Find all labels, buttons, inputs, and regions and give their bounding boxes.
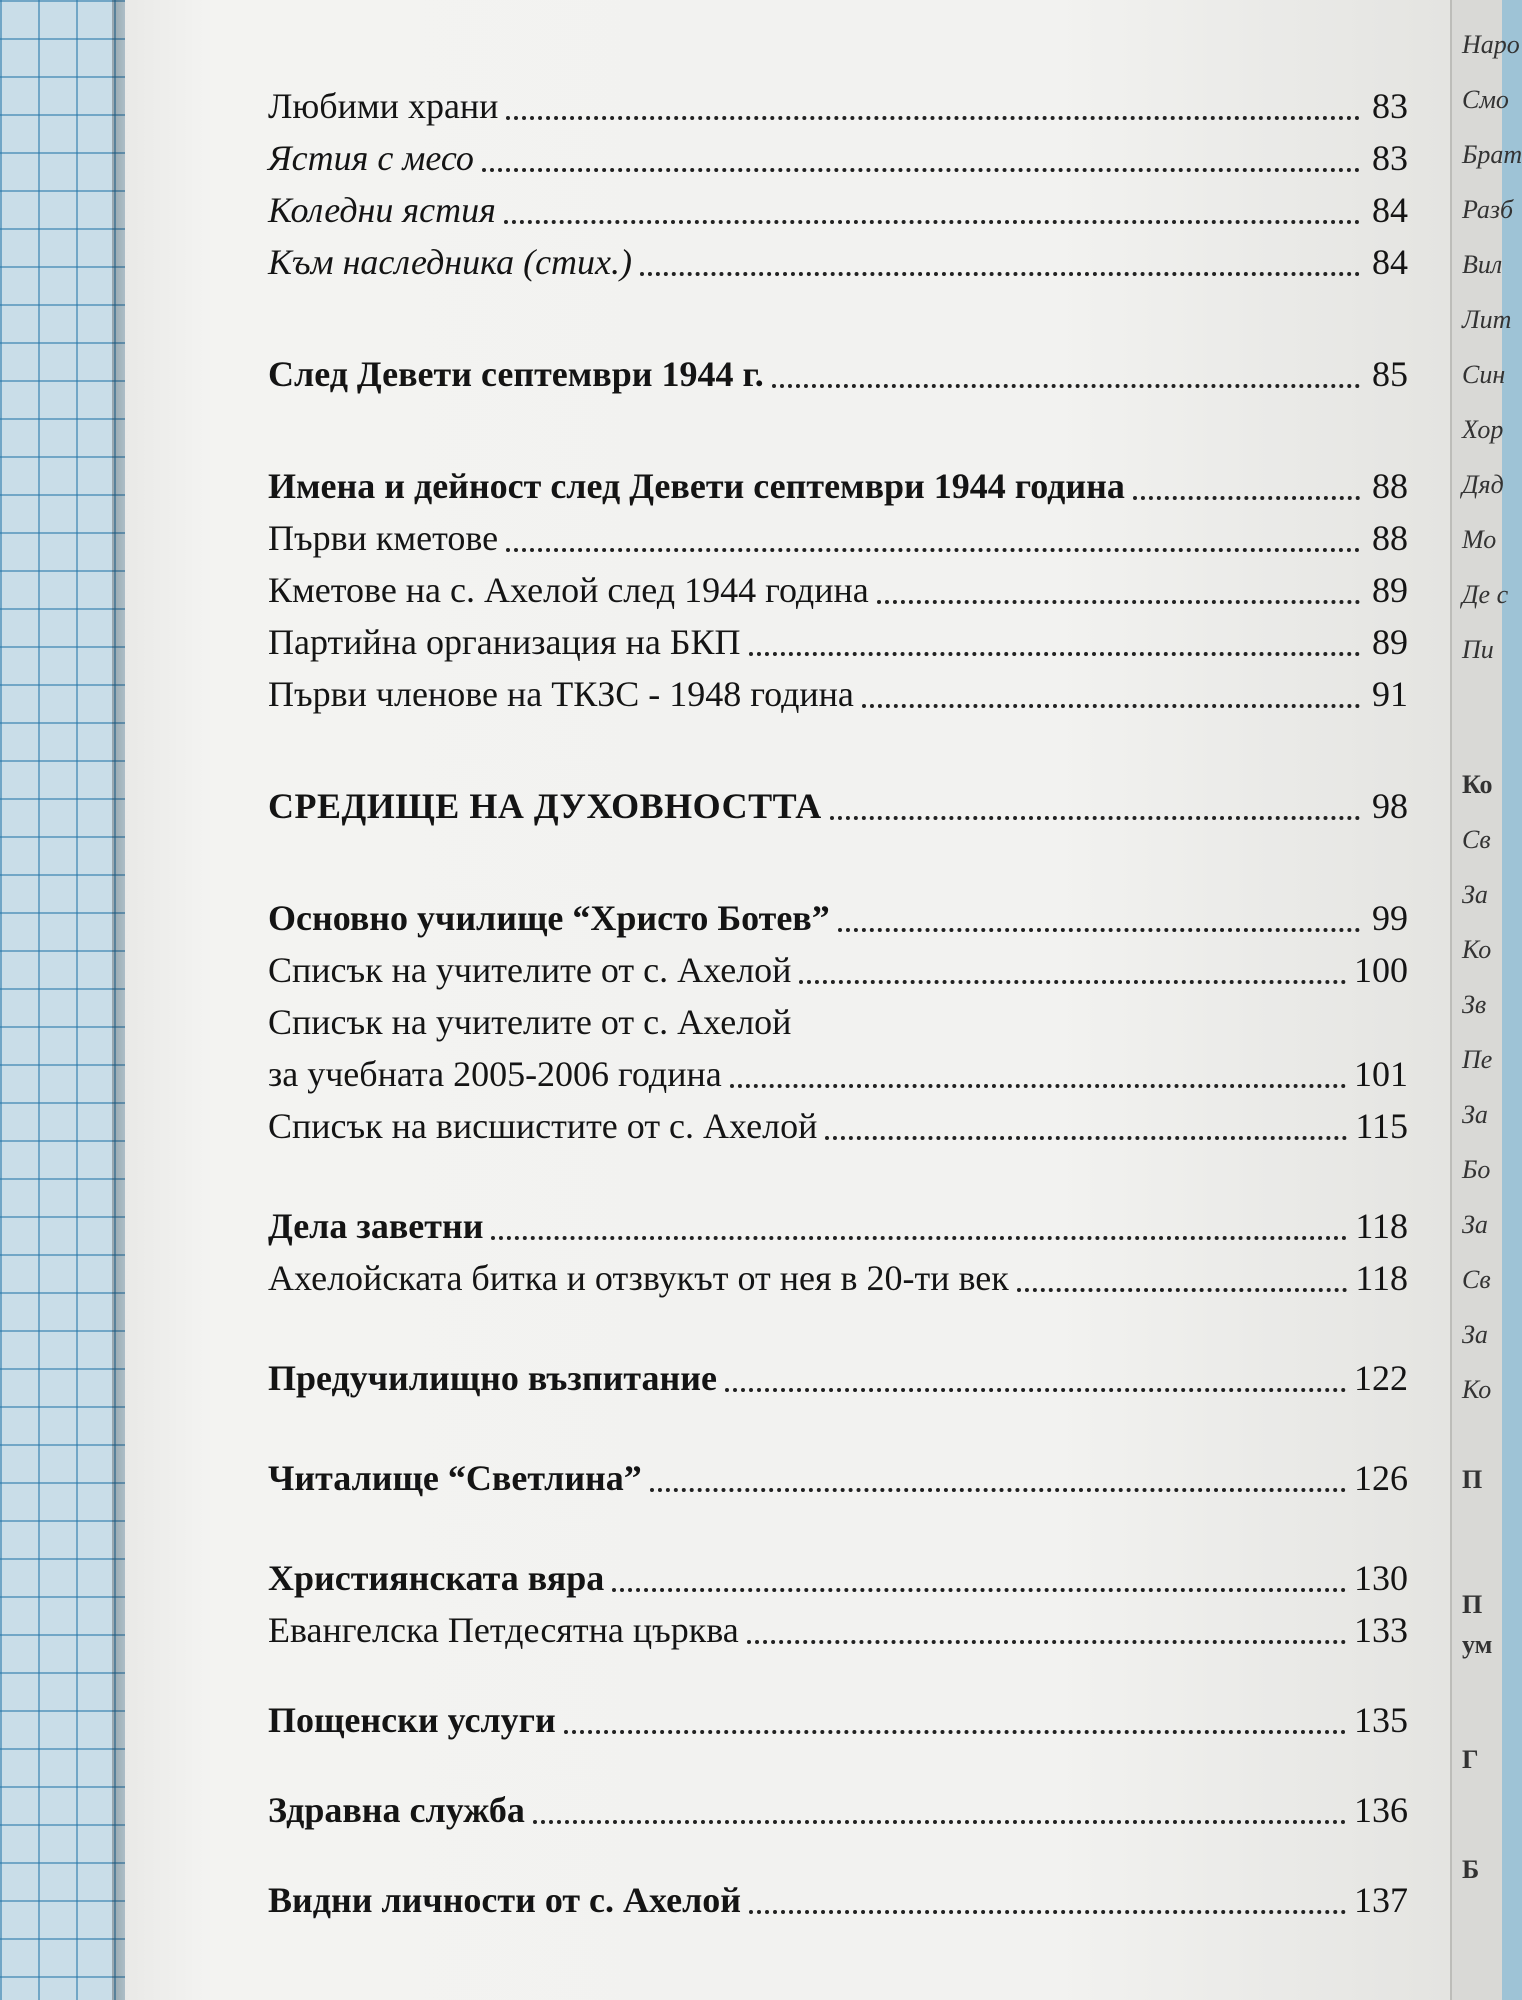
facing-page-fragment: Св (1462, 825, 1491, 854)
facing-page-fragment: Бо (1462, 1155, 1491, 1184)
facing-page-fragment: Брат (1462, 140, 1522, 169)
dot-leader (491, 1236, 1347, 1240)
toc-entry (268, 236, 1408, 288)
toc-entry (268, 944, 1408, 996)
toc-entry (268, 668, 1408, 720)
toc-entry-title: Към наследника (стих.) (268, 242, 633, 282)
toc-page-number: 126 (1354, 1458, 1408, 1498)
toc-entry-title: Пощенски услуги (268, 1700, 556, 1740)
toc-entry (268, 512, 1408, 564)
facing-page-edge (1450, 0, 1522, 2000)
dot-leader (1017, 1288, 1348, 1292)
dot-leader (612, 1588, 1346, 1592)
facing-page-fragment: За (1462, 1210, 1488, 1239)
toc-section-entry (268, 1784, 1408, 1836)
toc-entry (268, 80, 1408, 132)
toc-page-number: 101 (1354, 1054, 1408, 1094)
toc-entry-title: Ястия с месо (268, 138, 474, 178)
dot-leader (533, 1820, 1346, 1824)
facing-page-fragment: Г (1462, 1745, 1479, 1774)
toc-entry-title: Предучилищно възпитание (268, 1358, 717, 1398)
toc-entry (268, 1100, 1408, 1152)
toc-page-number: 89 (1372, 622, 1408, 662)
toc-entry (268, 132, 1408, 184)
toc-entry-title: Списък на учителите от с. Ахелой (268, 950, 792, 990)
facing-page-fragment: Св (1462, 1265, 1491, 1294)
dot-leader (482, 168, 1360, 172)
toc-entry (268, 616, 1408, 668)
toc-page-number: 83 (1372, 138, 1408, 178)
toc-section-entry (268, 1874, 1408, 1926)
dot-leader (749, 652, 1361, 656)
dot-leader (506, 116, 1360, 120)
facing-page-fragment: Пи (1462, 635, 1494, 664)
dot-leader (830, 816, 1360, 820)
facing-page-fragment: Зв (1462, 990, 1487, 1019)
toc-entry (268, 1048, 1408, 1100)
facing-page-fragment: Хор (1462, 415, 1504, 444)
dot-leader (862, 704, 1360, 708)
toc-page-number: 130 (1354, 1558, 1408, 1598)
dot-leader (877, 600, 1360, 604)
toc-entry-title: Основно училище “Христо Ботев” (268, 898, 830, 938)
toc-page-number: 118 (1355, 1206, 1408, 1246)
facing-page-fragment: Лит (1462, 305, 1512, 334)
facing-page-fragment: Ко (1462, 1375, 1492, 1404)
facing-page-fragment: Де с (1462, 580, 1509, 609)
toc-page-number: 98 (1372, 786, 1408, 826)
toc-entry-title: Ахелойската битка и отзвукът от нея в 20-ти век (268, 1258, 1009, 1298)
facing-page-fragment: Смо (1462, 85, 1509, 114)
toc-entry-title: Имена и дейност след Девети септември 1944 година (268, 466, 1125, 506)
facing-page-fragment: Наро (1462, 30, 1520, 59)
dot-leader (650, 1488, 1346, 1492)
toc-page-number: 133 (1354, 1610, 1408, 1650)
toc-chapter-entry (268, 780, 1408, 832)
toc-entry (268, 1604, 1408, 1656)
dot-leader (725, 1388, 1346, 1392)
toc-page-number: 122 (1354, 1358, 1408, 1398)
dot-leader (506, 548, 1360, 552)
toc-entry-title: Коледни ястия (268, 190, 496, 230)
toc-section-entry (268, 1352, 1408, 1404)
facing-page-fragment: Син (1462, 360, 1506, 389)
toc-page-number: 100 (1354, 950, 1408, 990)
toc-page-number: 136 (1354, 1790, 1408, 1830)
toc-page-number: 88 (1372, 466, 1408, 506)
toc-page-number: 83 (1372, 86, 1408, 126)
facing-page-fragment: Б (1462, 1855, 1480, 1884)
toc-entry (268, 184, 1408, 236)
toc-section-entry (268, 1552, 1408, 1604)
dot-leader (749, 1910, 1346, 1914)
toc-entry-title: Кметове на с. Ахелой след 1944 година (268, 570, 869, 610)
dot-leader (730, 1084, 1346, 1088)
toc-entry-title: Видни личности от с. Ахелой (268, 1880, 742, 1920)
toc-page-number: 84 (1372, 190, 1408, 230)
facing-page-fragment: П (1462, 1465, 1483, 1494)
facing-page-fragment: Мо (1462, 525, 1497, 554)
facing-page-fragment: Дяд (1462, 470, 1504, 499)
toc-page-number: 118 (1355, 1258, 1408, 1298)
toc-entry-title: Списък на висшистите от с. Ахелой (268, 1106, 818, 1146)
facing-page-fragment: Разб (1462, 195, 1514, 224)
toc-section-entry (268, 348, 1408, 400)
table-of-contents (268, 80, 1408, 1926)
toc-entry-title-line: Списък на учителите от с. Ахелой (268, 1002, 792, 1042)
dot-leader (825, 1136, 1347, 1140)
toc-page-number: 89 (1372, 570, 1408, 610)
toc-section-entry (268, 1452, 1408, 1504)
toc-page-number: 99 (1372, 898, 1408, 938)
facing-page-fragment: За (1462, 1100, 1488, 1129)
toc-entry-title: Здравна служба (268, 1790, 525, 1830)
toc-entry (268, 1252, 1408, 1304)
dot-leader (838, 928, 1360, 932)
toc-entry-title: за учебната 2005-2006 година (268, 1054, 722, 1094)
toc-page-number: 137 (1354, 1880, 1408, 1920)
facing-page-fragment: ум (1462, 1630, 1493, 1659)
dot-leader (747, 1640, 1346, 1644)
toc-entry-title: Християнската вяра (268, 1558, 605, 1598)
dot-leader (799, 980, 1346, 984)
dot-leader (504, 220, 1360, 224)
toc-entry-title: Читалище “Светлина” (268, 1458, 642, 1498)
dot-leader (772, 384, 1360, 388)
facing-page-fragment: П (1462, 1590, 1483, 1619)
toc-entry-title: Евангелска Петдесятна църква (268, 1610, 739, 1650)
toc-page-number: 115 (1355, 1106, 1408, 1146)
toc-entry-title: Партийна организация на БКП (268, 622, 741, 662)
dot-leader (640, 272, 1360, 276)
toc-entry (268, 564, 1408, 616)
dot-leader (1133, 496, 1360, 500)
toc-entry-title: След Девети септември 1944 г. (268, 354, 764, 394)
toc-page-number: 135 (1354, 1700, 1408, 1740)
toc-entry-title: Любими храни (268, 86, 499, 126)
toc-page-number: 84 (1372, 242, 1408, 282)
toc-section-entry (268, 460, 1408, 512)
toc-entry-title: Първи членове на ТКЗС - 1948 година (268, 674, 854, 714)
toc-section-entry (268, 1200, 1408, 1252)
toc-page-number: 91 (1372, 674, 1408, 714)
facing-page-fragment: Пе (1462, 1045, 1493, 1074)
toc-section-entry (268, 892, 1408, 944)
facing-page-fragment: За (1462, 880, 1488, 909)
toc-entry-title: Дела заветни (268, 1206, 484, 1246)
facing-page-fragment: Вил (1462, 250, 1503, 279)
toc-entry-title: СРЕДИЩЕ НА ДУХОВНОСТТА (268, 786, 822, 826)
dot-leader (564, 1730, 1346, 1734)
toc-page-number: 88 (1372, 518, 1408, 558)
toc-entry-title: Първи кметове (268, 518, 499, 558)
facing-page-fragment: Ко (1462, 770, 1493, 799)
facing-page-fragment: За (1462, 1320, 1488, 1349)
toc-section-entry (268, 1694, 1408, 1746)
facing-page-fragment: Ко (1462, 935, 1492, 964)
toc-page-number: 85 (1372, 354, 1408, 394)
